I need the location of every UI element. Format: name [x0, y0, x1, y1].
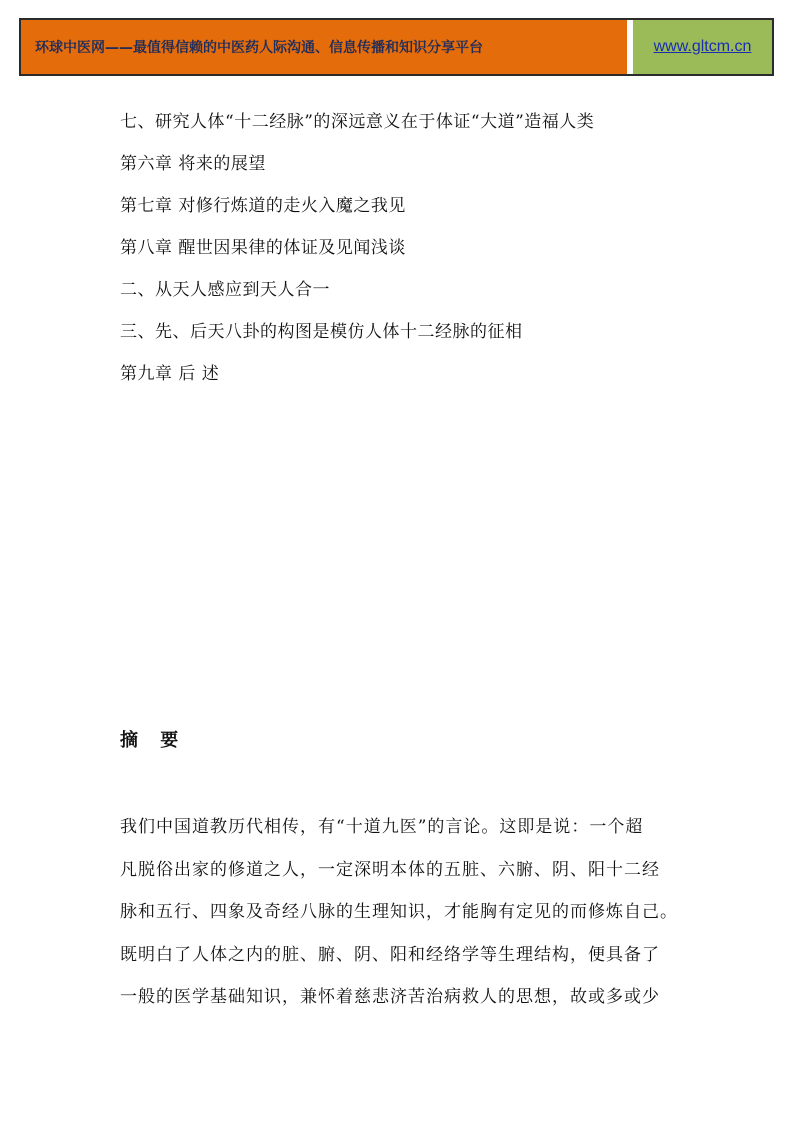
- toc-item-section-7: 七、研究人体“十二经脉”的深远意义在于体证“大道”造福人类: [120, 112, 595, 132]
- toc-item-chapter-8: 第八章 醒世因果律的体证及见闻浅谈: [120, 238, 406, 258]
- site-header-banner: [19, 18, 774, 76]
- abstract-line: 一般的医学基础知识，兼怀着慈悲济苦治病救人的思想，故或多或少: [120, 987, 660, 1007]
- toc-item-chapter-7: 第七章 对修行炼道的走火入魔之我见: [120, 196, 406, 216]
- abstract-heading: 摘 要: [120, 730, 187, 751]
- table-of-contents: [120, 101, 680, 395]
- abstract-line: 既明白了人体之内的脏、腑、阴、阳和经络学等生理结构，便具备了: [120, 944, 660, 965]
- abstract-line: 脉和五行、四象及奇经八脉的生理知识，才能胸有定见的而修炼自己。: [120, 902, 678, 922]
- abstract-line: 凡脱俗出家的修道之人，一定深明本体的五脏、六腑、阴、阳十二经: [120, 859, 660, 880]
- abstract-line: 我们中国道教历代相传，有“十道九医”的言论。这即是说：一个超: [120, 817, 644, 837]
- site-header-title: 环球中医网——最值得信赖的中医药人际沟通、信息传播和知识分享平台: [21, 20, 629, 74]
- toc-item-chapter-6: 第六章 将来的展望: [120, 154, 266, 174]
- toc-item-chapter-9: 第九章 后 述: [120, 364, 220, 384]
- toc-item-section-3: 三、先、后天八卦的构图是模仿人体十二经脉的征相: [120, 322, 523, 342]
- abstract-paragraph: [120, 806, 680, 1019]
- site-url-link[interactable]: www.gltcm.cn: [631, 20, 772, 74]
- toc-item-section-2: 二、从天人感应到天人合一: [120, 280, 330, 300]
